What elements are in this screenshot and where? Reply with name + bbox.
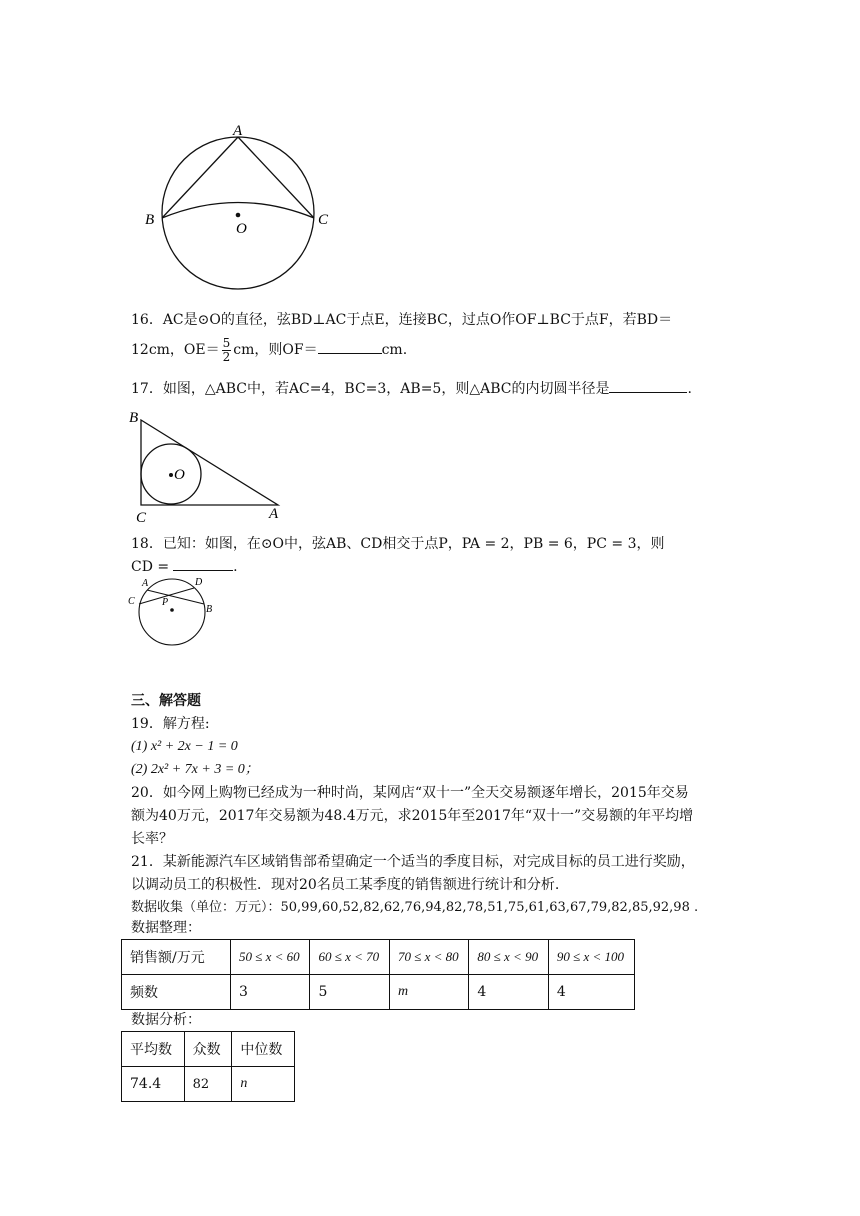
q16-frac-num: 5 — [222, 335, 231, 350]
q20-line2-text: 额为40万元，2017年交易额为48.4万元，求2015年至2017年“双十一”交易额的年平均增 — [131, 808, 694, 824]
figure-17 — [128, 408, 288, 528]
q16-text-a: 16．AC是⊙O的直径，弦BD⊥AC于点E，连接BC，过点O作OF⊥BC于点F，若BD＝ — [131, 312, 673, 328]
q17-text: 17．如图，△ABC中，若AC=4，BC=3，AB=5，则△ABC的内切圆半径是 — [131, 381, 610, 397]
q16-answer-blank[interactable] — [318, 339, 382, 354]
q19-title-text: 19．解方程: — [131, 716, 210, 732]
q21-analysis — [131, 1010, 201, 1030]
q18-answer-blank[interactable] — [173, 556, 233, 571]
table-cell: 90 ≤ x < 100 — [548, 940, 634, 975]
q17-line — [131, 378, 692, 399]
q16-text-d: cm. — [381, 342, 408, 358]
label-c: C — [128, 596, 135, 607]
table-cell: 70 ≤ x < 80 — [389, 940, 468, 975]
q19-title — [131, 714, 210, 734]
q19-eq1 — [131, 737, 238, 757]
q20-line2 — [131, 806, 693, 826]
q16-line1 — [131, 310, 672, 330]
q18-text-a: 18．已知：如图，在⊙O中，弦AB、CD相交于点P，PA = 2，PB = 6，PC = 3，则 — [131, 536, 665, 552]
label-d: D — [195, 577, 203, 588]
table-cell: 80 ≤ x < 90 — [469, 940, 548, 975]
table-cell: 中位数 — [232, 1032, 295, 1067]
q21-analysis-text: 数据分析： — [131, 1012, 201, 1028]
q16-fraction — [222, 337, 232, 364]
q16-line2 — [131, 332, 407, 368]
label-o: O — [174, 467, 185, 483]
table-row — [122, 1067, 295, 1102]
section-title-text: 三、解答题 — [131, 693, 201, 709]
q16-text-c: cm，则OF＝ — [233, 342, 318, 358]
label-o: O — [236, 221, 247, 237]
table-cell: 74.4 — [122, 1067, 185, 1102]
label-b: B — [129, 410, 139, 426]
table-cell: 3 — [231, 975, 310, 1010]
section-title — [131, 691, 201, 711]
table-cell: 82 — [184, 1067, 232, 1102]
q16-text-b: 12cm，OE＝ — [131, 342, 220, 358]
table-cell: 50 ≤ x < 60 — [231, 940, 310, 975]
q21-organize-text: 数据整理： — [131, 920, 201, 936]
figure-18 — [124, 574, 224, 654]
table-cell: 众数 — [184, 1032, 232, 1067]
table-cell: 平均数 — [122, 1032, 185, 1067]
figure-15 — [140, 120, 340, 300]
q21-line2 — [131, 875, 559, 895]
q19-eq2 — [131, 760, 259, 780]
q18-line1 — [131, 534, 664, 554]
label-a: A — [142, 578, 149, 589]
q21-line1-text: 21．某新能源汽车区域销售部希望确定一个适当的季度目标，对完成目标的员工进行奖励， — [131, 854, 695, 870]
table-cell: 60 ≤ x < 70 — [310, 940, 389, 975]
q21-line2-text: 以调动员工的积极性．现对20名员工某季度的销售额进行统计和分析. — [131, 877, 560, 893]
sales-frequency-table — [121, 939, 635, 1010]
q20-line1-text: 20．如今网上购物已经成为一种时尚，某网店“双十一”全天交易额逐年增长，2015年交易 — [131, 785, 689, 801]
q21-line1 — [131, 852, 695, 872]
q21-organize — [131, 918, 201, 938]
table-cell: 销售额/万元 — [122, 940, 231, 975]
q20-line3-text: 长率？ — [131, 831, 173, 847]
q21-collect-text: 数据收集（单位：万元）：50,99,60,52,82,62,76,94,82,78,51,75,61,63,67,79,82,85,92,98 . — [131, 900, 699, 915]
q20-line3 — [131, 829, 173, 849]
table-row — [122, 975, 635, 1010]
table-header-row — [122, 1032, 295, 1067]
table-cell: 4 — [469, 975, 548, 1010]
label-b: B — [206, 604, 213, 615]
q17-answer-blank[interactable] — [609, 378, 687, 393]
table-cell: 频数 — [122, 975, 231, 1010]
q19-eq1-text: (1) x² + 2x − 1 = 0 — [131, 739, 238, 754]
q21-collect — [131, 898, 698, 918]
label-p: P — [162, 597, 169, 608]
q18-text-b: CD = — [131, 559, 170, 575]
q17-end: . — [687, 381, 692, 397]
label-a: A — [269, 506, 279, 522]
statistics-table — [121, 1031, 295, 1102]
table-cell: 4 — [548, 975, 634, 1010]
table-header-row — [122, 940, 635, 975]
table-cell: m — [389, 975, 468, 1010]
table-cell: 5 — [310, 975, 389, 1010]
table-cell: n — [232, 1067, 295, 1102]
q18-end: . — [233, 559, 238, 575]
q20-line1 — [131, 783, 689, 803]
label-c: C — [136, 510, 147, 526]
q16-frac-den: 2 — [222, 349, 231, 364]
label-c: C — [318, 212, 329, 228]
label-a: A — [233, 123, 243, 139]
q19-eq2-text: (2) 2x² + 7x + 3 = 0； — [131, 762, 259, 777]
label-b: B — [145, 212, 155, 228]
